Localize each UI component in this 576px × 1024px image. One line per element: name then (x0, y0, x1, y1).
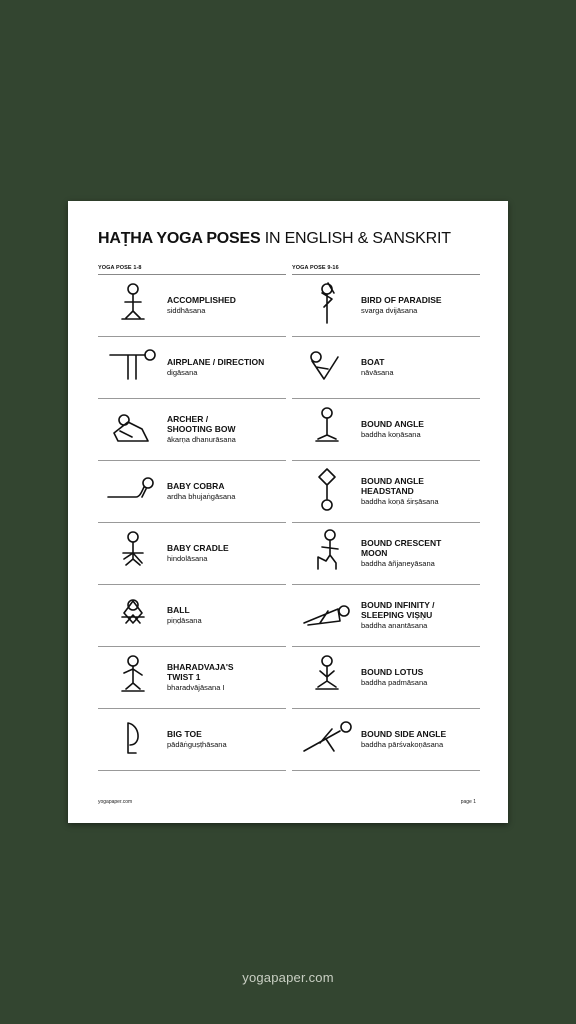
pose-row (98, 461, 286, 523)
pose-english-name: BALL (167, 604, 190, 615)
title-light: IN ENGLISH & SANSKRIT (264, 230, 451, 247)
pose-text (167, 461, 287, 522)
pose-sanskrit-name: siddhāsana (167, 306, 206, 316)
pose-row (98, 585, 286, 647)
pose-row (292, 399, 480, 461)
pose-text (167, 709, 287, 770)
bound-angle-headstand-pose-icon (298, 467, 356, 515)
pose-text (361, 275, 481, 336)
pose-sanskrit-name: digāsana (167, 368, 198, 378)
pose-text (167, 585, 287, 646)
pose-english-name: BOAT (361, 356, 385, 367)
column-heading: YOGA POSE 1-8 (98, 265, 286, 275)
pose-text (361, 585, 481, 646)
pose-english-name: BOUND CRESCENT MOON (361, 538, 442, 558)
pose-row (292, 461, 480, 523)
pose-row (292, 523, 480, 585)
pose-row (98, 399, 286, 461)
pose-text (361, 647, 481, 708)
page-title (98, 230, 498, 248)
bound-angle-pose-icon (298, 405, 356, 453)
pose-text (361, 709, 481, 770)
bharadvaja-twist-pose-icon (104, 653, 162, 701)
pose-column-1 (98, 265, 286, 771)
pose-row (98, 275, 286, 337)
bound-crescent-moon-pose-icon (298, 529, 356, 577)
pose-sanskrit-name: ākarṇa dhanurāsana (167, 434, 236, 444)
pose-sanskrit-name: baddha koṇāsana (361, 430, 421, 440)
pose-sanskrit-name: baddha pārśvakoṇāsana (361, 740, 444, 750)
pose-row (292, 585, 480, 647)
footer-page: page 1 (460, 799, 476, 805)
pose-text (167, 275, 287, 336)
pose-english-name: BOUND SIDE ANGLE (361, 728, 447, 739)
pose-sanskrit-name: baddha anantāsana (361, 620, 428, 630)
pose-text (167, 337, 287, 398)
footer-site: yogapaper.com (98, 799, 133, 805)
pose-english-name: BOUND ANGLE (361, 418, 424, 429)
site-caption[interactable]: yogapaper.com (242, 970, 334, 985)
pose-english-name: BIG TOE (167, 728, 202, 739)
pose-text (361, 461, 481, 522)
pose-sanskrit-name: bharadvājāsana I (167, 682, 225, 692)
big-toe-pose-icon (104, 715, 162, 763)
pose-english-name: BOUND ANGLE HEADSTAND (361, 476, 424, 496)
bound-lotus-pose-icon (298, 653, 356, 701)
pose-english-name: BABY COBRA (167, 480, 225, 491)
title-bold: HAṬHA YOGA POSES (98, 230, 261, 247)
column-heading: YOGA POSE 9-16 (292, 265, 480, 275)
pose-text (361, 523, 481, 584)
pose-row (292, 709, 480, 771)
pose-english-name: BIRD OF PARADISE (361, 294, 442, 305)
pose-english-name: BABY CRADLE (167, 542, 229, 553)
pose-sanskrit-name: hindolāsana (167, 554, 208, 564)
pose-english-name: BOUND LOTUS (361, 666, 424, 677)
pose-sanskrit-name: baddha koṇā śirṣāsana (361, 496, 439, 506)
pose-row (98, 647, 286, 709)
pose-sanskrit-name: piṇḍāsana (167, 616, 202, 626)
bound-side-angle-pose-icon (298, 715, 356, 763)
archer-pose-icon (104, 405, 162, 453)
pose-english-name: ARCHER / SHOOTING BOW (167, 414, 236, 434)
pose-row (292, 647, 480, 709)
pose-english-name: BHARADVAJA'S TWIST 1 (167, 662, 234, 682)
pose-sanskrit-name: svarga dvijāsana (361, 306, 418, 316)
pose-text (167, 523, 287, 584)
pose-english-name: AIRPLANE / DIRECTION (167, 356, 265, 367)
bird-of-paradise-pose-icon (298, 281, 356, 329)
pose-row (98, 709, 286, 771)
ball-pose-icon (104, 591, 162, 639)
pose-text (167, 647, 287, 708)
pose-row (292, 275, 480, 337)
pose-english-name: BOUND INFINITY / SLEEPING VIṢṆU (361, 600, 435, 620)
pose-text (361, 337, 481, 398)
airplane-pose-icon (104, 343, 162, 391)
accomplished-pose-icon (104, 281, 162, 329)
pose-column-2 (292, 265, 480, 771)
pose-text (361, 399, 481, 460)
baby-cradle-pose-icon (104, 529, 162, 577)
boat-pose-icon (298, 343, 356, 391)
pose-sanskrit-name: baddha padmāsana (361, 678, 428, 688)
pose-row (98, 337, 286, 399)
pose-sanskrit-name: baddha āñjaneyāsana (361, 558, 435, 568)
pose-sanskrit-name: ardha bhujaṅgāsana (167, 492, 236, 502)
pose-text (167, 399, 287, 460)
pose-sanskrit-name: nāvāsana (361, 368, 394, 378)
pose-sanskrit-name: pādāṅguṣṭhāsana (167, 740, 227, 750)
pose-row (292, 337, 480, 399)
pose-english-name: ACCOMPLISHED (167, 294, 236, 305)
bound-infinity-pose-icon (298, 591, 356, 639)
pose-row (98, 523, 286, 585)
poster-sheet (68, 201, 508, 823)
baby-cobra-pose-icon (104, 467, 162, 515)
